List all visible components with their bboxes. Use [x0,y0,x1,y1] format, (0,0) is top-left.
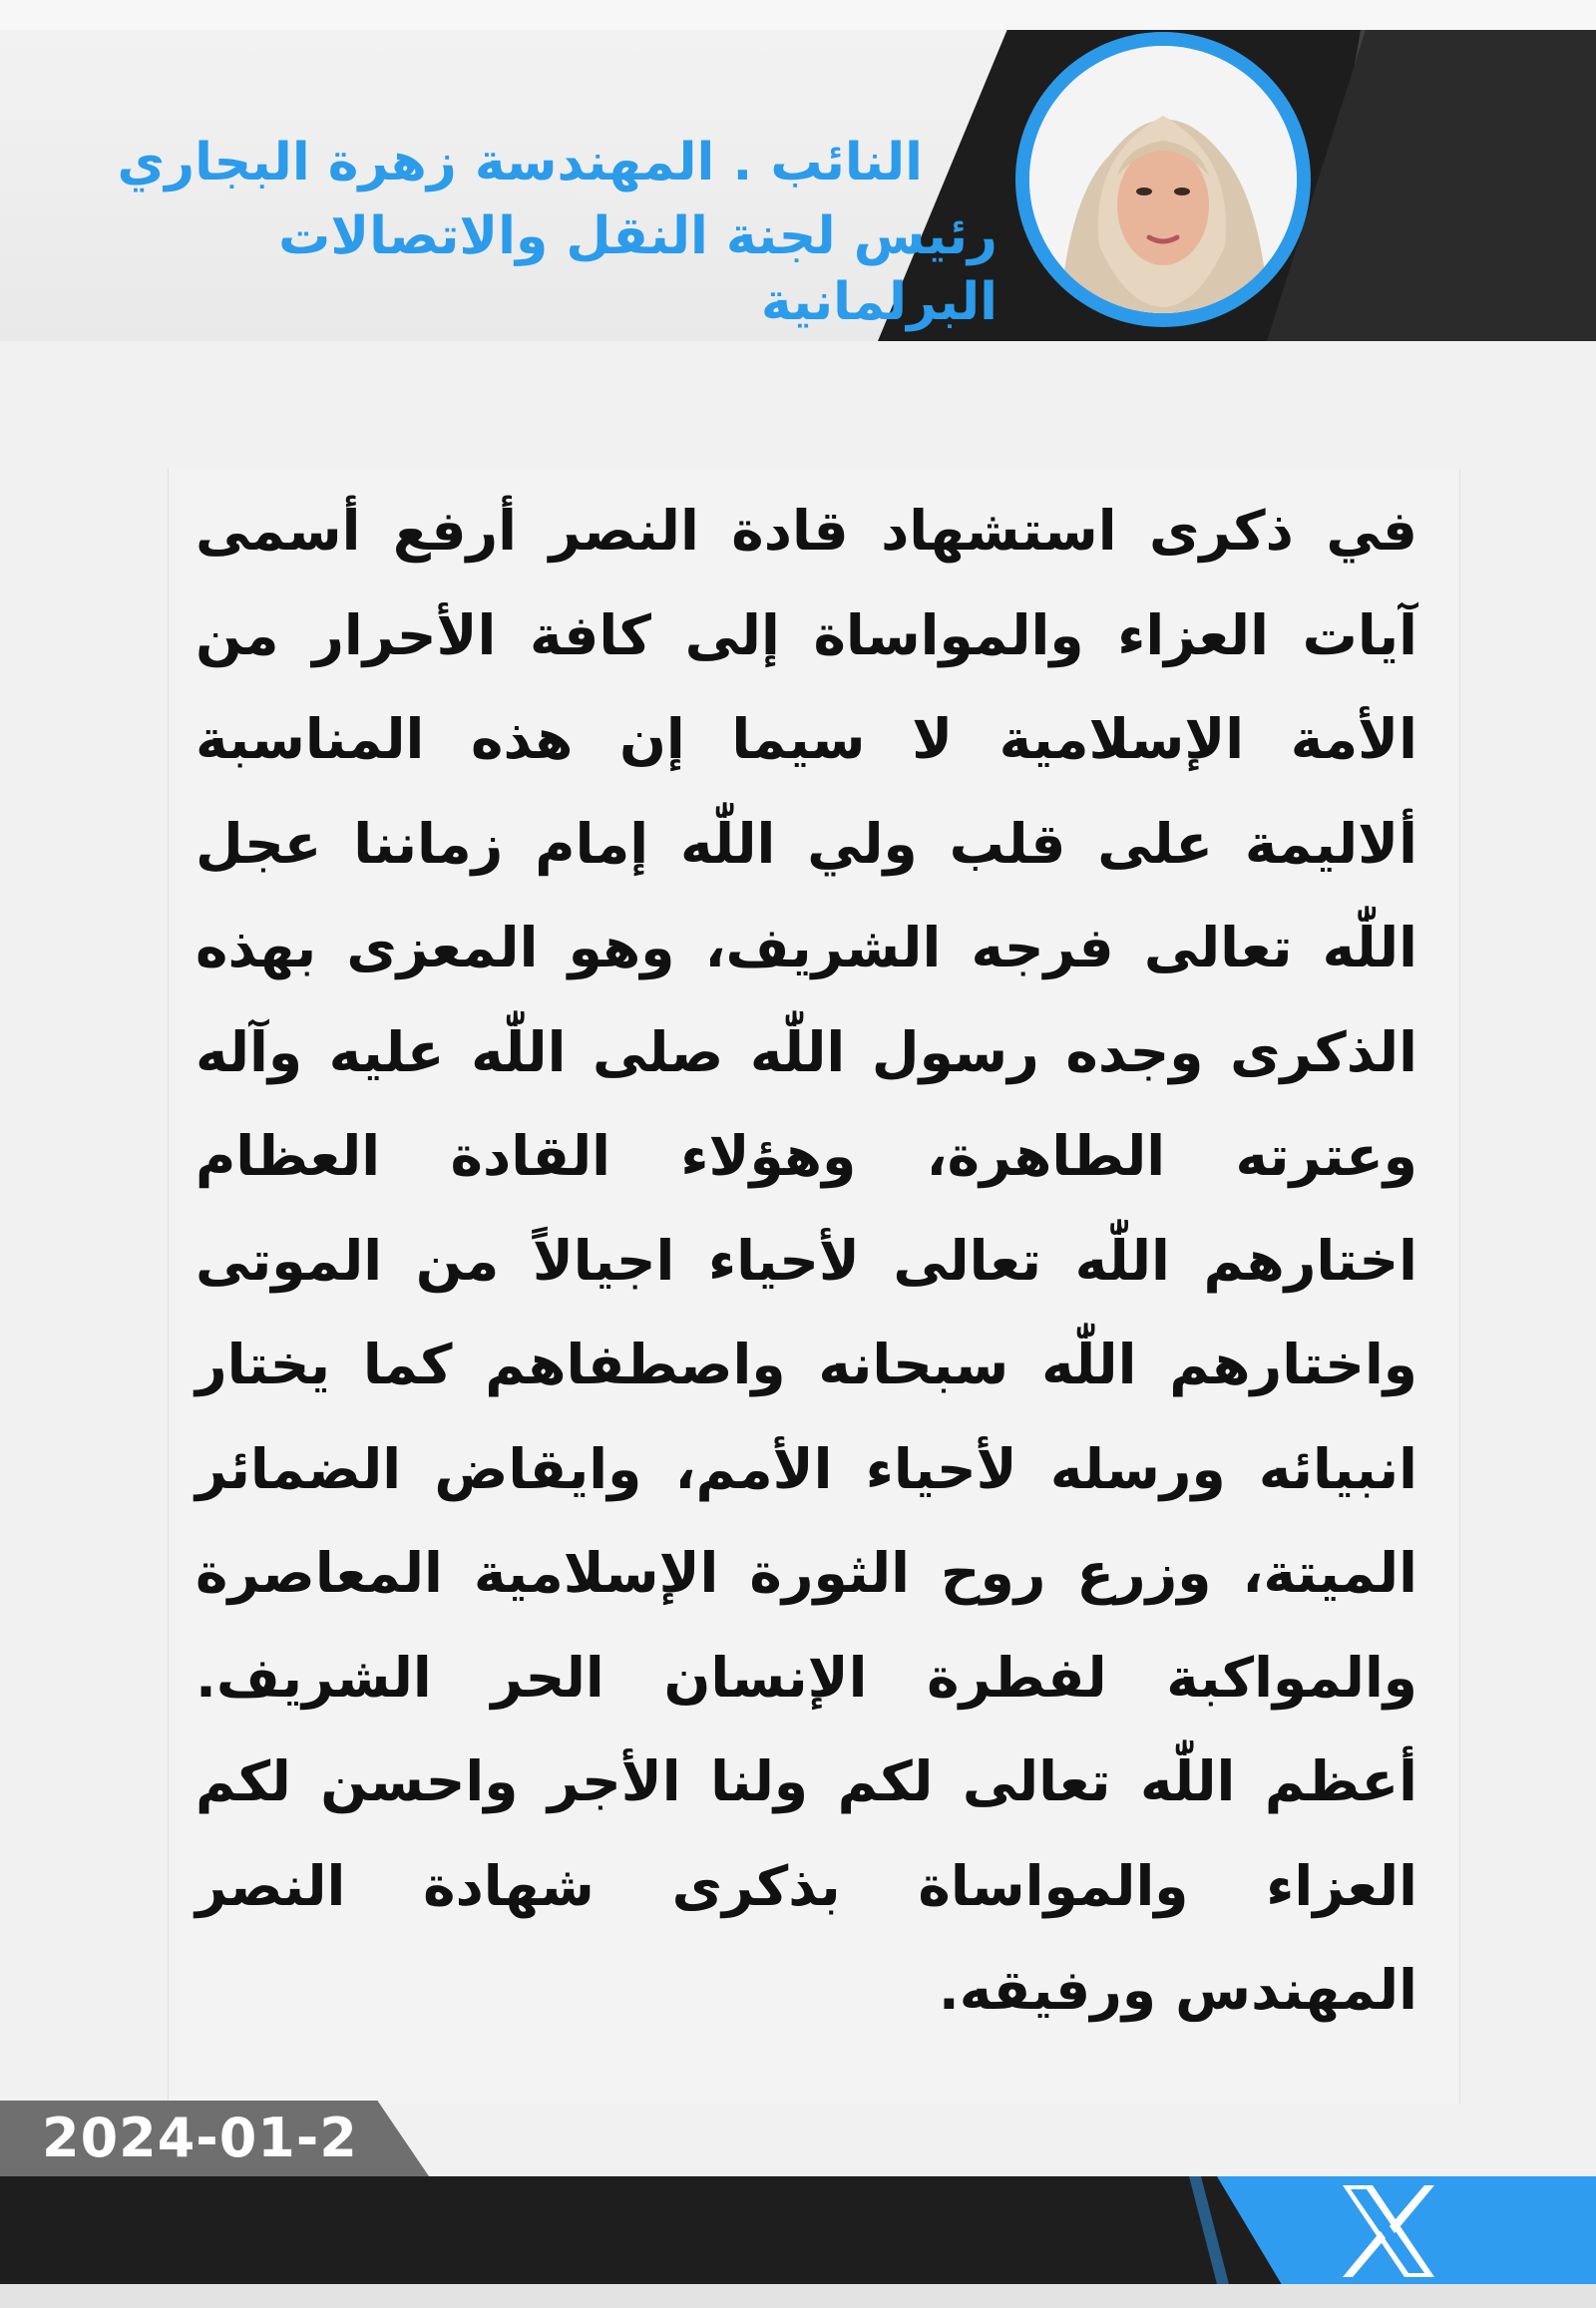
author-title: رئيس لجنة النقل والاتصالات البرلمانية [278,206,998,332]
x-logo-icon [1339,2183,1438,2279]
avatar [1029,46,1297,313]
avatar-ring [1015,32,1311,327]
author-name: النائب . المهندسة زهرة البجاري [117,133,923,192]
top-strip [0,0,1596,30]
bottom-strip [0,2284,1596,2308]
statement-text: في ذكرى استشهاد قادة النصر أرفع أسمى آيات العزاء والمواساة إلى كافة الأحرار من الأمة الإسلامية لا سيما إن هذه المناسبة ألاليمة على قلب ولي اللّٰه إمام زماننا عجل اللّٰه تعالى فرجه الشريف، وهو المعزى بهذه الذكرى وجده رسول اللّٰه صلى اللّٰه عليه وآله وعترته الطاهرة، وهؤلاء القادة العظام اختارهم اللّٰه تعالى لأحياء اجيالاً من الموتى واختارهم اللّٰه سبحانه واصطفاهم كما يختار انبيائه ورسله لأحياء الأمم، وايقاض الضمائر الميتة، وزرع روح الثورة الإسلامية المعاصرة والمواكبة لفطرة الإنسان الحر الشريف. أعظم اللّٰه تعالى لكم ولنا الأجر واحسن لكم العزاء والمواساة بذكرى شهادة النصر المهندس ورفيقه. [196,499,1417,2022]
author-block [60,130,998,335]
post-date: 2024-01-2 [42,2107,358,2169]
portrait-image [1029,46,1297,313]
